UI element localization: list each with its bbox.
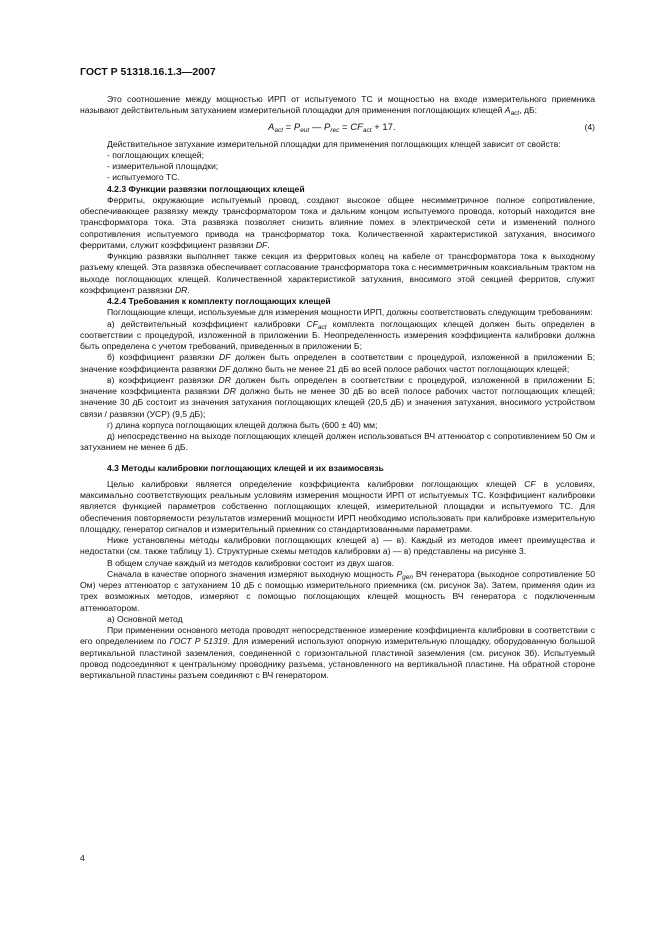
list-item: - испытуемого ТС. <box>107 172 180 183</box>
formula-expression: $A_{act} = P_{eut}$ — $P_{rec} = CF_{act} + 17$. <box>268 121 396 134</box>
document-header: ГОСТ Р 51318.16.1.3—2007 <box>80 66 216 78</box>
paragraph-basic-method: При применении основного метода проводят непосредственное измерение коэффициента калибровки в соответствии с его определением по ГОСТ Р 51319. Для измерений используют опорную измерительную площадку, оборудованную большой вертикальной пластиной заземления, соединенной с горизонтальной пластиной заземления (см. рисунок 3б). Испытуемый провод подсоединяют к центральному проводнику разъема, установленного на вертикальной пластине. На обратной стороне вертикальной пластины разъем соединяют с ВЧ генератором. <box>80 625 596 680</box>
paragraph-reference-measurement: Сначала в качестве опорного значения измеряют выходную мощность $P_{gen}$ ВЧ генератора (выходное сопротивление 50 Ом) через аттенюатор с затуханием 10 дБ с помощью измерительного приемника (см. рисунок 3а). Затем, применяя один из трех возможных методов, измеряют с помощью поглощающих клещей мощность ВЧ генератора с подключенным аттенюатором. <box>80 568 595 613</box>
section-heading-4-3: 4.3 Методы калибровки поглощающих клещей и их взаимосвязь <box>107 462 384 473</box>
paragraph-attenuation-definition: Это соотношение между мощностью ИРП от испытуемого ТС и мощностью на входе измерительного приемника называют действительным затуханием измерительной площадки для применения поглощающих клещей $A_{act}$, дБ: <box>80 94 595 118</box>
page-number: 4 <box>80 853 85 863</box>
paragraph-attenuation-dependency: Действительное затухание измерительной площадки для применения поглощающих клещей зависит от свойств: <box>107 138 561 149</box>
paragraph-methods-overview: Ниже установлены методы калибровки поглощающих клещей а) — в). Каждый из методов имеет преимущества и недостатки (см. также таблицу 1). Структурные схемы методов калибровки а) — в) представлены на рисунке 3. <box>80 535 595 557</box>
paragraph-two-steps: В общем случае каждый из методов калибровки состоит из двух шагов. <box>107 557 395 568</box>
paragraph-calibration-goal: Целью калибровки является определение коэффициента калибровки поглощающих клещей CF в условиях, максимально соответствующих реальным условиям измерения мощности ИРП от испытуемых ТС. Коэффициент калибровки является функцией параметров собственно поглощающих клещей, измерительной площадки и испытуемого ТС. Для обеспечения повторяемости результатов измерений мощности ИРП необходимо использовать при калибровке измерительную площадку, генератор сигналов и измерительный приемник со стандартизованными параметрами. <box>80 478 596 534</box>
requirement-item-d: д) непосредственно на выходе поглощающих клещей должен использоваться ВЧ аттенюатор с сопротивлением 50 Ом и затуханием не менее 6 дБ. <box>80 431 595 453</box>
document-body <box>80 94 595 681</box>
section-heading-4-2-4: 4.2.4 Требования к комплекту поглощающих клещей <box>107 296 331 306</box>
list-item: - поглощающих клещей; <box>107 149 204 160</box>
requirement-item-g: г) длина корпуса поглощающих клещей должна быть (600 ± 40) мм; <box>107 419 378 430</box>
requirement-item-v: в) коэффициент развязки DR должен быть определен в соответствии с процедурой, изложенной в приложении Б; значение коэффициента развязки DR должно быть не менее 30 дБ во всей полосе рабочих частот поглощающих клещей; значение 30 дБ состоит из значения затухания поглощающих клещей (20,5 дБ) и значения затухания, вносимого устройством связи / развязки (УСР) (9,5 дБ); <box>80 374 596 419</box>
formula-4 <box>80 119 595 137</box>
paragraph-ferrites: Ферриты, окружающие испытуемый провод, создают высокое общее несимметричное полное сопротивление, обеспечивающее развязку между трансформатором тока и дальним концом испытуемого провода, который находится вне трансформатора тока. Эта развязка позволяет снизить влияние помех в электрической сети и изменений полного сопротивления испытуемого привода на трансформатор тока. Количественной характеристикой затухания, вносимого ферритами, служит коэффициент развязки DF. <box>80 194 595 250</box>
requirement-item-b: б) коэффициент развязки DF должен быть определен в соответствии с процедурой, изложенной в приложении Б; значение коэффициента развязки DF должно быть не менее 21 дБ во всей полосе рабочих частот поглощающих клещей; <box>80 352 596 374</box>
section-heading-4-2-3: 4.2.3 Функции развязки поглощающих клещей <box>107 183 305 194</box>
requirement-item-a: а) действительный коэффициент калибровки $CF_{act}$ комплекта поглощающих клещей должен быть определен в соответствии с процедурой, изложенной в приложении Б. Неопределенность измерения коэффициента калибровки должна быть определена с учетом требований, приведенных в приложении Б; <box>80 318 595 351</box>
list-item: - измерительной площадки; <box>107 161 219 171</box>
paragraph-requirements-intro: Поглощающие клещи, используемые для измерения мощности ИРП, должны соответствовать следующим требованиям: <box>107 307 593 318</box>
formula-number: (4) <box>584 121 595 132</box>
method-heading-basic: а) Основной метод <box>107 613 183 624</box>
paragraph-ferrite-section: Функцию развязки выполняет также секция из ферритовых колец на кабеле от трансформатора тока к выходному разъему клещей. Эта развязка обеспечивает согласование трансформатора тока с несимметричным коаксиальным трактом на выходе поглощающих клещей. Количественной характеристикой затухания, вносимого этой секцией ферритов, служит коэффициент развязки DR. <box>80 251 595 295</box>
